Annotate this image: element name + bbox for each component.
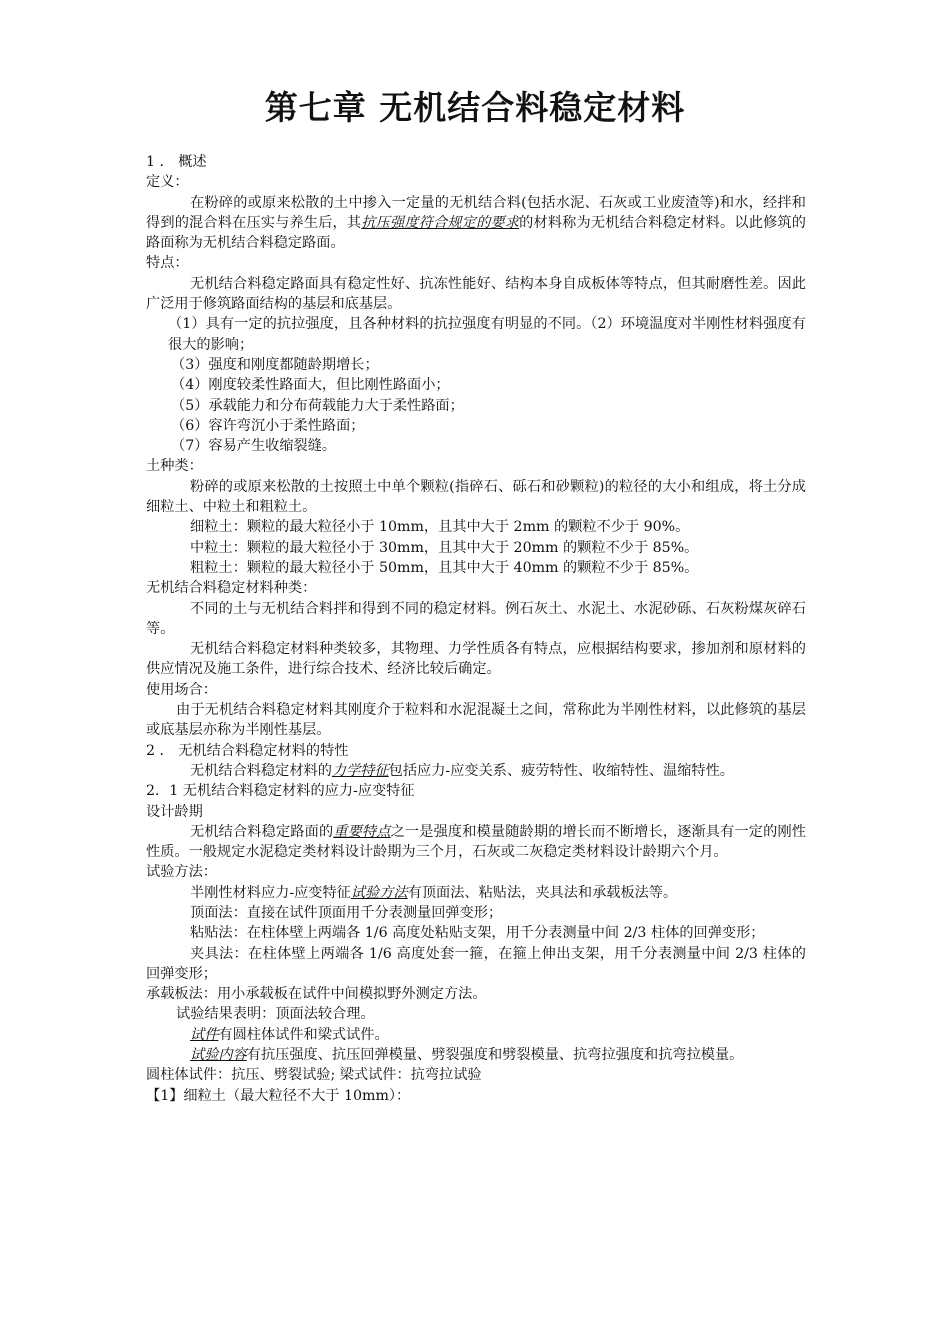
label-usage: 使用场合： <box>146 681 217 698</box>
emphasis-text: 试验方法 <box>350 884 408 901</box>
definition-paragraph <box>146 193 806 254</box>
label-features: 特点： <box>146 255 189 272</box>
emphasis-text: 重要特点 <box>333 823 391 840</box>
test-top-method: 顶面法：直接在试件顶面用千分表测量回弹变形； <box>190 904 503 921</box>
subsection-heading: 2．1 无机结合料稳定材料的应力-应变特征 <box>146 783 415 800</box>
features-paragraph: 无机结合料稳定路面具有稳定性好、抗冻性能好、结构本身自成板体等特点，但其耐磨性差。因此广泛用于修筑路面结构的基层和底基层。 <box>146 275 806 313</box>
chapter-title: 第七章 无机结合料稳定材料 <box>264 88 686 127</box>
text: 半刚性材料应力-应变特征 <box>190 884 351 901</box>
properties-paragraph <box>146 761 806 781</box>
text: 有圆柱体试件和梁式试件。 <box>218 1026 389 1043</box>
test-content-paragraph <box>146 1045 806 1065</box>
text: 在粉碎的或原来松散的土中掺入一定量的无机结合料(包括水泥、石灰或工业废渣等)和水，经拌和得到的混合料在压实与养生后，其 <box>146 194 806 231</box>
text: 有顶面法、粘贴法，夹具法和承载板法等。 <box>407 884 678 901</box>
test-glue-method: 粘贴法：在柱体壁上两端各 1/6 高度处粘贴支架，用千分表测量中间 2/3 柱体的回弹变形； <box>190 925 765 942</box>
document-body <box>146 152 806 1106</box>
text: 无机结合料稳定材料的 <box>190 762 332 779</box>
specimen-tests: 圆柱体试件：抗压、劈裂试验; 梁式试件：抗弯拉试验 <box>146 1067 482 1084</box>
fine-soil-item: 【1】细粒土（最大粒径不大于 10mm）： <box>146 1087 411 1104</box>
test-methods-paragraph <box>146 883 806 903</box>
label-soil-types: 土种类： <box>146 458 203 475</box>
kinds-paragraph-2: 无机结合料稳定材料种类较多，其物理、力学性质各有特点，应根据结构要求，掺加剂和原材料的供应情况及施工条件，进行综合技术、经济比较后确定。 <box>146 641 806 678</box>
label-material-kinds: 无机结合料稳定材料种类： <box>146 580 317 597</box>
test-clamp-method: 夹具法：在柱体壁上两端各 1/6 高度处套一箍，在箍上伸出支架，用千分表测量中间 2/3 柱体的回弹变形； <box>146 945 806 982</box>
design-age-paragraph <box>146 822 806 863</box>
label-test-methods: 试验方法： <box>146 864 217 881</box>
feature-item: （7）容易产生收缩裂缝。 <box>171 438 337 455</box>
text: 之一是强度和模量随龄期的增长而不断增长，逐渐具有一定的刚性性质。一般规定水泥稳定类材料设计龄期为三个月，石灰或二灰稳定类材料设计龄期六个月。 <box>146 823 806 861</box>
label-definition: 定义： <box>146 174 189 191</box>
kinds-paragraph-1: 不同的土与无机结合料拌和得到不同的稳定材料。例石灰土、水泥土、水泥砂砾、石灰粉煤灰碎石等。 <box>146 600 806 637</box>
text: 的材料称为无机结合料稳定材料。以此修筑的路面称为无机结合料稳定路面。 <box>146 214 806 252</box>
test-plate-method: 承载板法：用小承载板在试件中间模拟野外测定方法。 <box>146 986 487 1003</box>
text: 有抗压强度、抗压回弹模量、劈裂强度和劈裂模量、抗弯拉强度和抗弯拉模量。 <box>246 1047 744 1064</box>
soil-paragraph: 粉碎的或原来松散的土按照土中单个颗粒(指碎石、砾石和砂颗粒)的粒径的大小和组成，将土分成细粒土、中粒土和粗粒土。 <box>146 478 806 516</box>
feature-item: （1）具有一定的抗拉强度，且各种材料的抗拉强度有明显的不同。（2）环境温度对半刚性材料强度有很大的影响； <box>168 316 806 353</box>
emphasis-text: 力学特征 <box>331 762 389 779</box>
soil-fine: 细粒土：颗粒的最大粒径小于 10mm，且其中大于 2mm 的颗粒不少于 90%。 <box>190 519 690 536</box>
emphasis-text: 试验内容 <box>190 1047 247 1064</box>
text: 无机结合料稳定路面的 <box>190 823 334 840</box>
soil-medium: 中粒土：颗粒的最大粒径小于 30mm，且其中大于 20mm 的颗粒不少于 85%。 <box>190 539 699 556</box>
feature-item: （4）刚度较柔性路面大，但比刚性路面小； <box>171 377 450 394</box>
feature-item: （3）强度和刚度都随龄期增长； <box>171 356 379 373</box>
emphasis-text: 抗压强度符合规定的要求 <box>361 214 520 231</box>
text: 包括应力-应变关系、疲劳特性、收缩特性、温缩特性。 <box>388 762 734 779</box>
section-heading: 2 ． 无机结合料稳定材料的特性 <box>146 742 349 759</box>
soil-coarse: 粗粒土：颗粒的最大粒径小于 50mm，且其中大于 40mm 的颗粒不少于 85%。 <box>190 559 699 576</box>
feature-item: （6）容许弯沉小于柔性路面； <box>171 417 365 434</box>
test-result: 试验结果表明：顶面法较合理。 <box>176 1006 375 1023</box>
specimen-paragraph <box>146 1025 806 1045</box>
feature-item: （5）承载能力和分布荷载能力大于柔性路面； <box>171 397 464 414</box>
label-design-age: 设计龄期 <box>146 803 203 820</box>
usage-paragraph: 由于无机结合料稳定材料其刚度介于粒料和水泥混凝土之间，常称此为半刚性材料，以此修筑的基层或底基层亦称为半刚性基层。 <box>146 702 806 739</box>
section-heading: 1 ． 概述 <box>146 154 207 170</box>
emphasis-text: 试件 <box>190 1026 219 1043</box>
